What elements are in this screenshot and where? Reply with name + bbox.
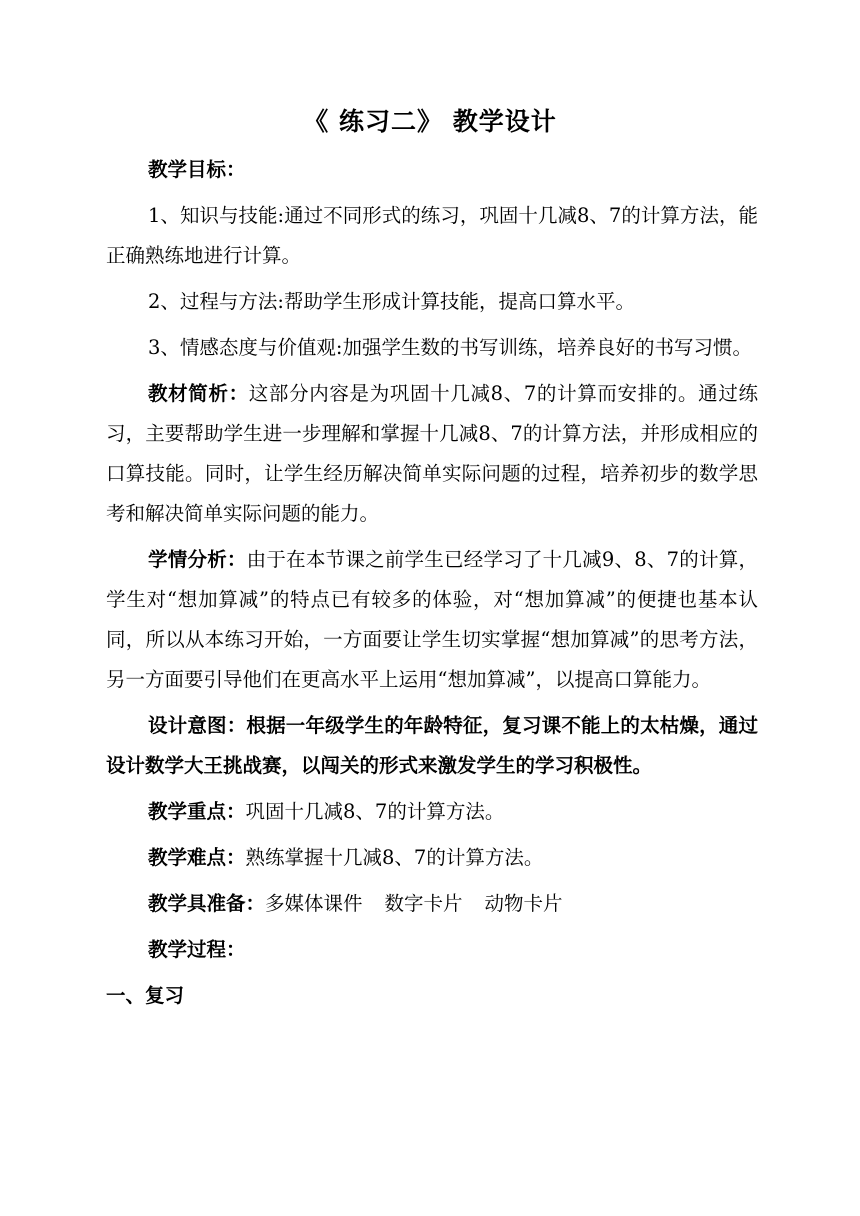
student-analysis-label: 学情分析： [148, 548, 247, 571]
objectives-heading: 教学目标： [148, 158, 246, 181]
materials-paragraph [106, 884, 758, 924]
student-analysis-paragraph [106, 540, 758, 700]
material-item-3: 动物卡片 [484, 892, 563, 915]
difficulty-text: 熟练掌握十几减8、7的计算方法。 [245, 846, 544, 869]
difficulty-label: 教学难点： [148, 846, 246, 869]
design-intent-text: 根据一年级学生的年龄特征，复习课不能上的太枯燥，通过设计数学大王挑战赛，以闯关的形式来激发学生的学习积极性。 [106, 714, 758, 777]
key-point-text: 巩固十几减8、7的计算方法。 [245, 800, 505, 823]
difficulty-paragraph [106, 838, 758, 878]
student-analysis-text: 由于在本节课之前学生已经学习了十几减9、8、7的计算，学生对“想加算减”的特点已有较多的体验，对“想加算减”的便捷也基本认同，所以从本练习开始，一方面要让学生切实掌握“想加算减”的思考方法，另一方面要引导他们在更高水平上运用“想加算减”，以提高口算能力。 [106, 548, 758, 691]
objective-item-1: 1、知识与技能:通过不同形式的练习，巩固十几减8、7的计算方法，能正确熟练地进行计算。 [106, 204, 758, 267]
materials-label: 教学具准备： [148, 892, 266, 915]
process-heading: 教学过程： [148, 938, 246, 961]
textbook-analysis-label: 教材简析： [148, 382, 249, 405]
document-body [106, 150, 758, 1016]
design-intent-label: 设计意图： [148, 714, 247, 737]
material-item-2: 数字卡片 [384, 892, 463, 915]
document-title: 《 练习二》 教学设计 [303, 107, 557, 136]
objective-item-2: 2、过程与方法:帮助学生形成计算技能，提高口算水平。 [148, 290, 635, 313]
key-point-label: 教学重点： [148, 800, 246, 823]
textbook-analysis-paragraph [106, 374, 758, 534]
section-one-heading: 一、复习 [106, 984, 185, 1007]
design-intent-paragraph [106, 706, 758, 786]
objective-item-3: 3、情感态度与价值观:加强学生数的书写训练，培养良好的书写习惯。 [148, 336, 752, 359]
key-point-paragraph [106, 792, 758, 832]
material-item-1: 多媒体课件 [265, 892, 363, 915]
textbook-analysis-text: 这部分内容是为巩固十几减8、7的计算而安排的。通过练习，主要帮助学生进一步理解和掌握十几减8、7的计算方法，并形成相应的口算技能。同时，让学生经历解决简单实际问题的过程，培养初步的数学思考和解决简单实际问题的能力。 [106, 382, 758, 525]
